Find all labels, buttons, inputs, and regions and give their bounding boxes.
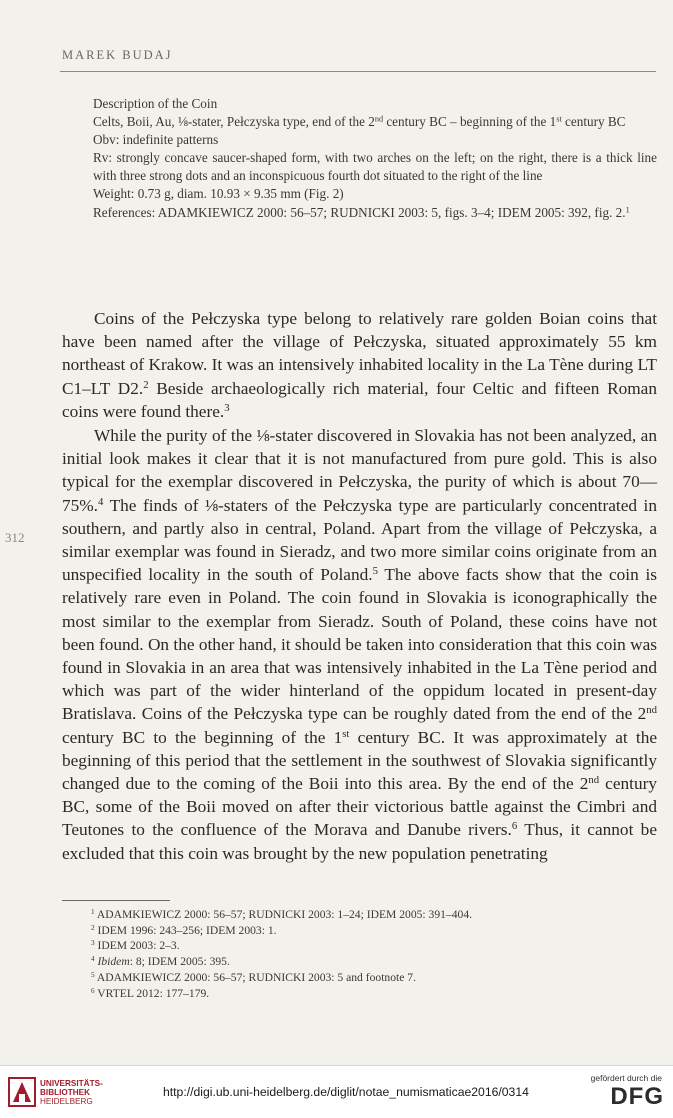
university-library-name: UNIVERSITÄTS- BIBLIOTHEK HEIDELBERG — [40, 1079, 103, 1106]
footnote-marker[interactable]: 5 — [372, 565, 378, 578]
description-weight: Weight: 0.73 g, diam. 10.93 × 9.35 mm (Fig. 2) — [93, 186, 344, 202]
description-references: References: ADAMKIEWICZ 2000: 56–57; RUDNICKI 2003: 5, figs. 3–4; IDEM 2005: 392, fig. 2.$^1$ — [93, 204, 630, 220]
digitization-footer — [0, 1065, 673, 1118]
main-text — [62, 307, 657, 865]
header-rule — [60, 71, 656, 72]
footnotes — [91, 907, 631, 1001]
footnote: $^3$ IDEM 2003: 2–3. — [91, 939, 180, 953]
footnote-marker[interactable]: 2 — [143, 378, 149, 391]
footnote-marker[interactable]: 1 — [625, 205, 630, 215]
description-obverse: Obv: indefinite patterns — [93, 132, 219, 148]
page-number: 312 — [5, 530, 25, 545]
university-library-logo-icon[interactable] — [8, 1077, 36, 1107]
footnote: $^6$ VRTEL 2012: 177–179. — [91, 986, 210, 1000]
footnote: $^5$ ADAMKIEWICZ 2000: 56–57; RUDNICKI 2003: 5 and footnote 7. — [91, 970, 416, 984]
footnote-marker[interactable]: 4 — [98, 495, 104, 508]
footnote-marker[interactable]: 3 — [224, 401, 230, 414]
footnote: $^1$ ADAMKIEWICZ 2000: 56–57; RUDNICKI 2003: 1–24; IDEM 2005: 391–404. — [91, 908, 473, 921]
dfg-funding-note: gefördert durch die — [590, 1073, 662, 1083]
paragraph: Coins of the Pełczyska type belong to relatively rare golden Boian coins that have been named after the village of Pełczyska, situated approximately 55 km northeast of Krakow. It was an intensively inhabited locality in the La Tène during LT C1–LT D2.$^2$ Beside archaeologically rich material, four Celtic and fifteen Roman coins were found there.$^3$ — [62, 309, 657, 421]
description-identity: Celts, Boii, Au, ⅛-stater, Pełczyska type, end of the 2nd century BC – beginning of the 1st century BC — [93, 114, 626, 130]
dfg-logo-icon[interactable]: DFG — [610, 1083, 664, 1110]
footnote-rule — [62, 900, 170, 901]
running-header: MAREK BUDAJ — [62, 48, 173, 62]
description-heading: Description of the Coin — [93, 96, 218, 111]
permalink[interactable]: http://digi.ub.uni-heidelberg.de/diglit/notae_numismaticae2016/0314 — [163, 1085, 529, 1099]
footnote: $^4$ Ibidem: 8; IDEM 2005: 395. — [91, 955, 230, 969]
description-reverse: Rv: strongly concave saucer-shaped form, with two arches on the left; on the right, there is a thick line with three strong dots and an inconspicuous fourth dot situated to the right of the line — [93, 150, 657, 184]
paragraph: While the purity of the ⅛-stater discovered in Slovakia has not been analyzed, an initial look makes it clear that it is not manufactured from pure gold. This is also typical for the exemplar discovered in Pełczyska, the purity of which is about 70––75%.$^4$ The finds of ⅛-staters of the Pełczyska type are particularly concentrated in southern, and partly also in central, Poland. Apart from the village of Pełczyska, a similar exemplar was found in Sieradz, and two more similar coins originate from an unspecified locality in the south of Poland.$^5$ The above facts show that the coin is relatively rare even in Poland. The coin found in Slovakia is iconographically the most similar to the exemplar from Sieradz. South of Poland, these coins have not been found. On the other hand, it should be taken into consideration that this coin was found in Slovakia in an area that was intensively inhabited in the La Tène period and which was part of the wider hinterland of the oppidum located in present-day Bratislava. Coins of the Pełczyska type can be roughly dated from the end of the 2nd century BC to the beginning of the 1st century BC. It was approximately at the beginning of this period that the settlement in the southwest of Slovakia significantly changed due to the coming of the Boii into this area. By the end of the 2nd century BC, some of the Boii moved on after their victorious battle against the Cimbri and Teutones to the confluence of the Morava and Danube rivers.$^6$ Thus, it cannot be excluded that this coin was brought by the new population penetrating — [62, 426, 658, 863]
footnote-marker[interactable]: 6 — [511, 820, 518, 833]
footnote: $^2$ IDEM 1996: 243–256; IDEM 2003: 1. — [91, 923, 277, 937]
coin-description — [93, 95, 657, 222]
